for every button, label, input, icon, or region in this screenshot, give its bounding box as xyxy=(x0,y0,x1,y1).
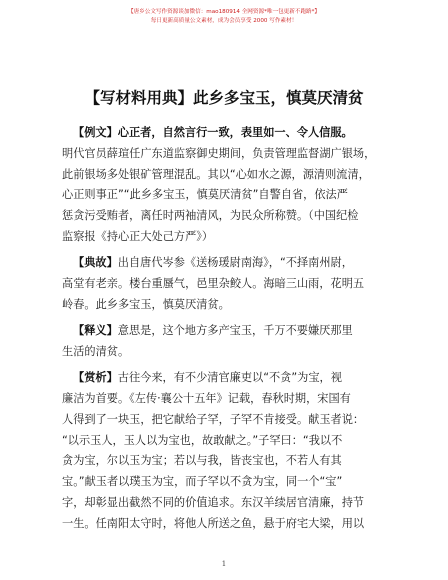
promo-banner xyxy=(0,8,448,26)
paragraph-tag: 【释义】 xyxy=(73,324,118,338)
promo-banner-line-1: 【唐乡公文写作资源谈加微信：mao180914 全网资源*唯一包更新不跑路*】 xyxy=(127,9,321,15)
paragraph-line xyxy=(62,123,392,144)
paragraph-line xyxy=(62,253,392,274)
promo-banner-line-2: 每日更新高质量公文素材，成为会员享受 2000 写作素材！ xyxy=(150,18,298,24)
paragraph-text: 出自唐代岑参《送杨瑗尉南海》，“不择南州尉， xyxy=(117,256,353,270)
page-title: 【写材料用典】此乡多宝玉，慎莫厌清贫 xyxy=(84,89,364,107)
paragraph-line: 宝。”献玉者以璞玉为宝，而子罕以不贪为宝，同一个“宝” xyxy=(62,475,343,489)
paragraph-line: 心正则事正”“此乡多宝玉，慎莫厌清贫”自警自省，依法严 xyxy=(62,188,348,202)
paragraph-tag: 【典故】 xyxy=(73,256,118,270)
paragraph-line: 明代官员薛瑄任广东道监察御史期间，负责管理监督湖广银场， xyxy=(62,146,376,160)
paragraph-line xyxy=(62,321,392,342)
paragraph-tag: 【赏析】 xyxy=(73,371,118,385)
paragraph-text: 意思是，这个地方多产宝玉，千万不要嫌厌那里 xyxy=(117,324,353,338)
paragraph-line: 高堂有老亲。楼台重蜃气，邑里杂鲛人。海暗三山雨，花明五 xyxy=(62,277,365,291)
page-number: 1 xyxy=(221,560,227,568)
paragraph-line: 廉洁为首要。《左传·襄公十五年》记载，春秋时期，宋国有 xyxy=(62,392,351,406)
paragraph-text: 心正者，自然言行一致，表里如一、令人信服。 xyxy=(117,126,353,139)
paragraph-meaning xyxy=(62,321,392,363)
paragraph-allusion xyxy=(62,253,392,315)
paragraph-line xyxy=(62,368,392,389)
paragraph-line: 监察报《持心正大处己方严》） xyxy=(62,229,214,243)
paragraph-line: 人得到了一块玉，把它献给子罕，子罕不肯接受。献玉者说： xyxy=(62,412,365,426)
paragraph-tag: 【例文】 xyxy=(73,126,118,139)
paragraph-line: “以示玉人，玉人以为宝也，故敢献之。”子罕曰：“我以不 xyxy=(62,433,343,447)
paragraph-line: 岭春。此乡多宝玉，慎莫厌清贫。 xyxy=(62,297,230,311)
paragraph-line: 贪为宝，尔以玉为宝；若以与我，皆丧宝也，不若人有其 xyxy=(62,454,342,468)
article-body xyxy=(62,123,392,540)
paragraph-example xyxy=(62,123,392,248)
paragraph-line: 此前银场多处银矿管理混乱。其以“心如水之源，源清则流清， xyxy=(62,167,370,181)
paragraph-line: 生活的清贫。 xyxy=(62,344,130,358)
paragraph-text: 古往今来，有不少清官廉吏以“不贪”为宝，视 xyxy=(117,371,342,385)
paragraph-line: 惩贪污受贿者，离任时两袖清风，为民众所称赞。（中国纪检 xyxy=(62,209,359,223)
paragraph-appreciation xyxy=(62,368,392,534)
paragraph-line: 字，却彰显出截然不同的价值追求。东汉羊续居官清廉，持节 xyxy=(62,496,365,510)
paragraph-line: 一生。任南阳太守时，将他人所送之鱼，悬于府宅大梁，用以 xyxy=(62,516,365,530)
